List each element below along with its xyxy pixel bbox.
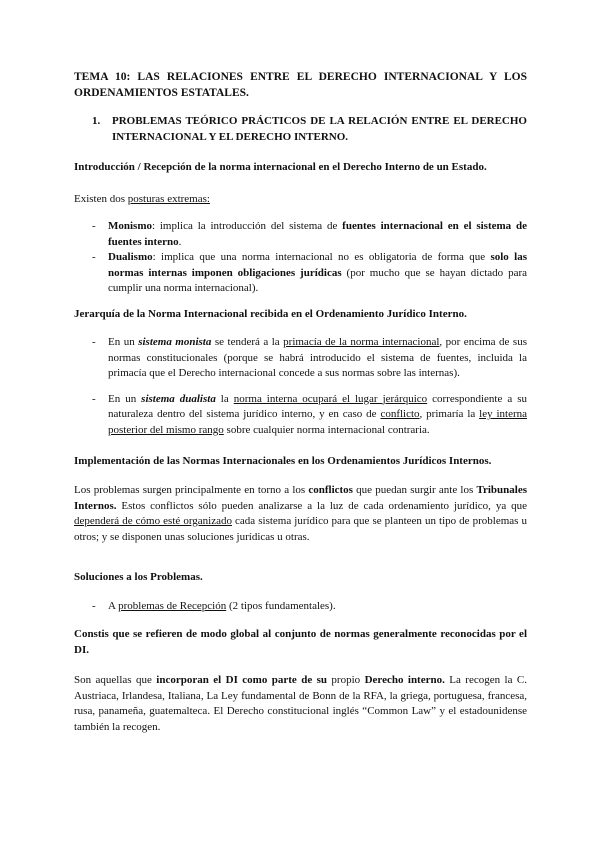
implementacion-paragraph: Los problemas surgen principalmente en torno a los conflictos que puedan surgir ante los Tribunales Internos. Estos conflictos sólo pueden analizarse a la luz de cada ordenamiento jurídico, ya que dependerá de cómo esté organizado cada sistema jurídico para que se planteen un tipo de problemas u otros; y se disponen unas soluciones jurídicas u otras. [74, 484, 527, 543]
underlined-text: posturas extremas: [127, 193, 210, 205]
consts-heading: Constis que se refieren de modo global al conjunto de normas generalmente reconocidas por el DI. [74, 628, 527, 656]
list-item: - Monismo: implica la introducción del sistema de fuentes internacional en el sistema de fuentes interno. [92, 220, 527, 248]
intro-heading: Introducción / Recepción de la norma internacional en el Derecho Interno de un Estado. [74, 161, 487, 173]
soluciones-list [74, 599, 527, 615]
jerarquia-heading: Jerarquía de la Norma Internacional recibida en el Ordenamiento Jurídico Interno. [74, 308, 467, 320]
section-title: PROBLEMAS TEÓRICO PRÁCTICOS DE LA RELACIÓN ENTRE EL DERECHO INTERNACIONAL Y EL DERECHO INTERNO. [112, 115, 527, 143]
implementacion-heading: Implementación de las Normas Internacionales en los Ordenamientos Jurídicos Internos. [74, 455, 492, 467]
consts-paragraph: Son aquellas que incorporan el DI como parte de su propio Derecho interno. La recogen la C. Austriaca, Irlandesa, Italiana, La Ley fundamental de Bonn de la RFA, la griega, portuguesa, francesa, rusa, panameña, guatemalteca. El Derecho constitucional inglés “Common Law” y el estadounidense también la recogen. [74, 674, 527, 733]
section-heading-1 [92, 114, 527, 145]
list-item: - En un sistema dualista la norma interna ocupará el lugar jerárquico correspondiente a su naturaleza dentro del sistema jurídico interno, y en caso de conflicto, primaría la ley interna posterior del mismo rango sobre cualquier norma internacional contraria. [92, 392, 527, 436]
soluciones-heading: Soluciones a los Problemas. [74, 571, 203, 583]
jerarquia-list [74, 335, 527, 438]
intro-paragraph: Existen dos posturas extremas: [74, 193, 210, 205]
section-number: 1. [92, 115, 101, 127]
list-item: - A problemas de Recepción (2 tipos fundamentales). [92, 600, 336, 612]
document-title: TEMA 10: LAS RELACIONES ENTRE EL DERECHO INTERNACIONAL Y LOS ORDENAMIENTOS ESTATALES. [74, 71, 527, 99]
list-item: - En un sistema monista se tenderá a la primacía de la norma internacional, por encima de sus normas constitucionales (porque se habrá introducido el sistema de fuentes, incluida la primacía que el Derecho internacional concede a sus normas sobre las internas). [92, 336, 527, 379]
postures-list [74, 219, 527, 297]
list-item: - Dualismo: implica que una norma internacional no es obligatoria de forma que solo las normas internas imponen obligaciones jurídicas (por mucho que se hayan dictado para cumplir una norma internacional). [92, 251, 527, 294]
